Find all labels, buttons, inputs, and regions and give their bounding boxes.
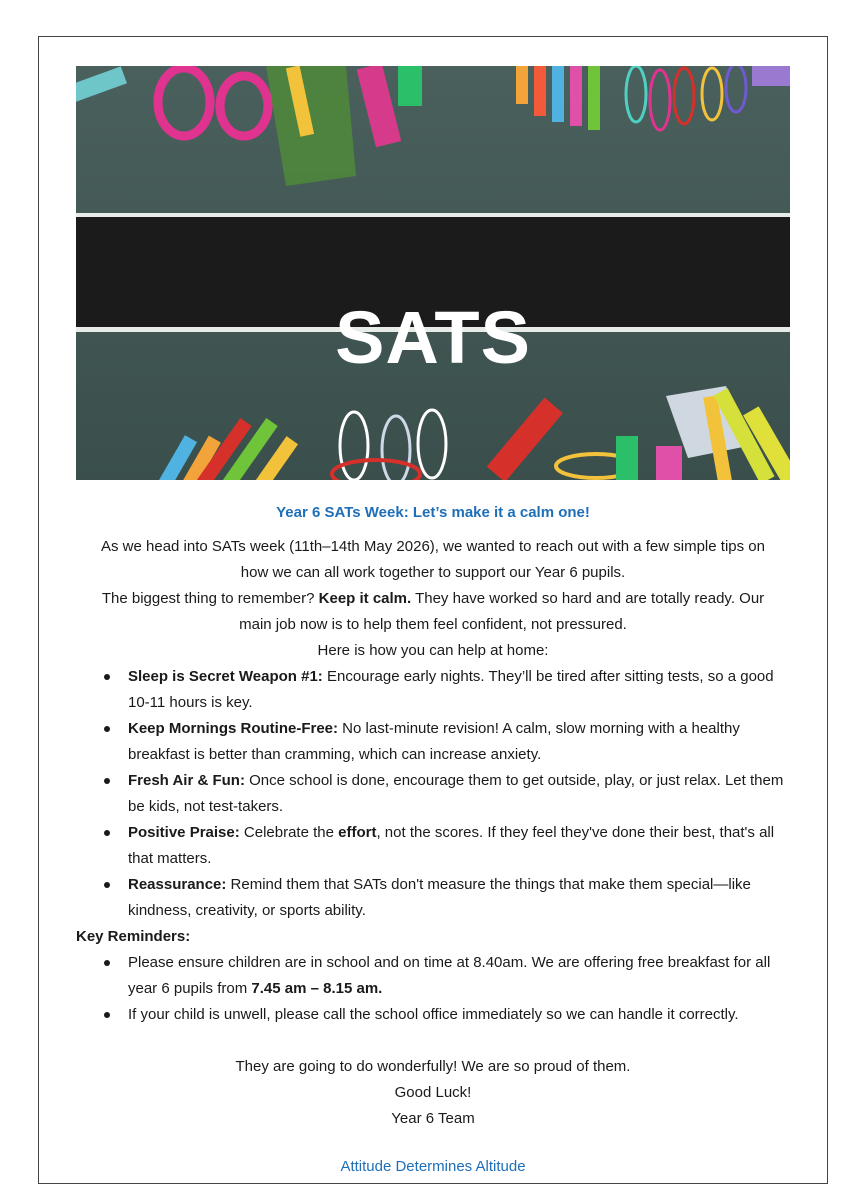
closing-line-1: They are going to do wonderfully! We are so proud of them. xyxy=(235,1058,631,1075)
intro-line-2: how we can all work together to support our Year 6 pupils. xyxy=(240,564,626,581)
list-item xyxy=(76,820,790,872)
intro-p2-post: They have worked so hard and are totally ready. Our xyxy=(411,590,765,607)
banner-title: SATS xyxy=(335,296,531,379)
intro-paragraph-2 xyxy=(76,586,790,638)
list-item xyxy=(76,950,790,1002)
tip-text: Celebrate the xyxy=(239,824,339,841)
tip-title: Sleep is Secret Weapon #1: xyxy=(128,668,323,685)
tip-text-bold: effort xyxy=(338,824,377,841)
school-motto: Attitude Determines Altitude xyxy=(340,1158,526,1175)
intro-p2-line2: main job now is to help them feel confident, not pressured. xyxy=(239,616,627,633)
reminder-text-bold: 7.45 am – 8.15 am. xyxy=(251,980,383,997)
closing-line-2: Good Luck! xyxy=(394,1084,472,1101)
letter-body xyxy=(76,500,790,1195)
tip-text: Remind them that SATs don't measure the things that make them special—like kindness, creativity, or sports ability. xyxy=(128,876,751,919)
sats-banner-image xyxy=(76,66,790,480)
tip-text: No last-minute revision! A calm, slow morning with a healthy breakfast is better than cramming, which can increase anxiety. xyxy=(128,720,740,763)
tip-text: Once school is done, encourage them to get outside, play, or just relax. Let them be kids, not test-takers. xyxy=(128,772,784,815)
intro-p2-pre: The biggest thing to remember? xyxy=(101,590,319,607)
list-item xyxy=(76,1002,790,1028)
intro-p2-bold: Keep it calm. xyxy=(318,590,412,607)
tip-text: Encourage early nights. They’ll be tired after sitting tests, so a good 10-11 hours is key. xyxy=(128,668,774,711)
reminders-list xyxy=(76,950,790,1028)
intro-line-1: As we head into SATs week (11th–14th May 2026), we wanted to reach out with a few simple tips on xyxy=(101,538,765,555)
list-item xyxy=(76,872,790,924)
reminder-text: Please ensure children are in school and on time at 8.40am. We are offering free breakfast for all year 6 pupils from xyxy=(128,954,771,997)
intro-paragraph-3: Here is how you can help at home: xyxy=(317,642,549,659)
closing-block xyxy=(76,1054,790,1132)
tips-list xyxy=(76,664,790,924)
letter-heading: Year 6 SATs Week: Let’s make it a calm one! xyxy=(276,504,590,521)
tip-title: Reassurance: xyxy=(128,876,227,893)
list-item xyxy=(76,716,790,768)
tip-text: , not the scores. If they feel they've done their best, that's all that matters. xyxy=(128,824,775,867)
tip-title: Fresh Air & Fun: xyxy=(128,772,245,789)
list-item xyxy=(76,768,790,820)
list-item xyxy=(76,664,790,716)
tip-title: Positive Praise: xyxy=(128,824,240,841)
reminder-text: If your child is unwell, please call the school office immediately so we can handle it correctly. xyxy=(128,1006,739,1023)
intro-paragraph-1 xyxy=(76,534,790,586)
tip-title: Keep Mornings Routine-Free: xyxy=(128,720,339,737)
reminders-title: Key Reminders: xyxy=(76,928,191,945)
closing-line-3: Year 6 Team xyxy=(391,1110,475,1127)
